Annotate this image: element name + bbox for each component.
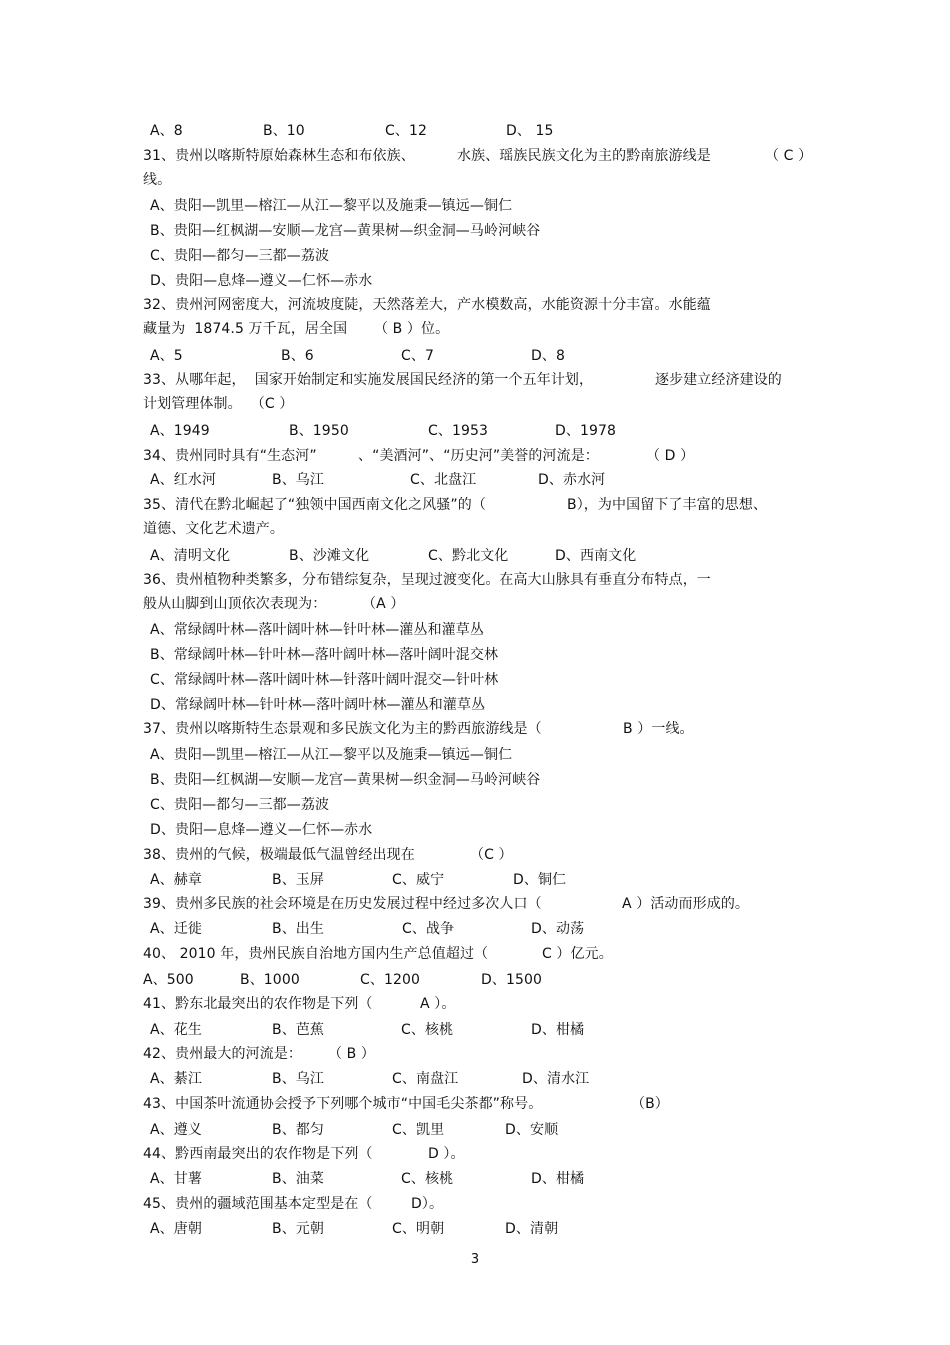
answer-option: A、甘薯 — [150, 1171, 202, 1187]
answer-option: D、赤水河 — [538, 472, 606, 488]
question-text: 逐步建立经济建设的 — [655, 372, 782, 388]
answer-option: D、常绿阔叶林—针叶林—落叶阔叶林—灌丛和灌草丛 — [150, 697, 486, 713]
question-text: （A ） — [362, 596, 405, 612]
answer-option: A、贵阳—凯里—榕江—从江—黎平以及施秉—镇远—铜仁 — [150, 747, 513, 763]
question-text: D）。 — [411, 1196, 444, 1212]
answer-option: A、1949 — [150, 423, 210, 439]
answer-option: A、常绿阔叶林—落叶阔叶林—针叶林—灌丛和灌草丛 — [150, 622, 484, 638]
answer-option: C、12 — [385, 123, 427, 139]
answer-option: A、赫章 — [150, 872, 202, 888]
answer-option: B、出生 — [272, 921, 325, 937]
answer-option: B、乌江 — [272, 1071, 325, 1087]
question-text: A ）活动而形成的。 — [622, 896, 750, 912]
answer-option: D、 15 — [506, 123, 554, 139]
answer-option: D、西南文化 — [555, 548, 637, 564]
question-text: 计划管理体制。 （C ） — [143, 396, 294, 412]
answer-option: C、凯里 — [392, 1122, 445, 1138]
question-text: （ B ）位。 — [374, 321, 450, 337]
answer-option: B、常绿阔叶林—针叶林—落叶阔叶林—落叶阔叶混交林 — [150, 647, 499, 663]
answer-option: C、贵阳—都匀—三都—荔波 — [150, 797, 330, 813]
answer-option: D、贵阳—息烽—遵义—仁怀—赤水 — [150, 273, 373, 289]
answer-option: A、5 — [150, 348, 183, 364]
question-text: A ）。 — [420, 996, 456, 1012]
question-text: 44、黔西南最突出的农作物是下列（ — [143, 1146, 373, 1162]
answer-option: C、贵阳—都匀—三都—荔波 — [150, 248, 330, 264]
answer-option: C、威宁 — [392, 872, 445, 888]
question-text: （ B ） — [328, 1046, 376, 1062]
answer-option: B、芭蕉 — [272, 1022, 325, 1038]
answer-option: A、唐朝 — [150, 1221, 202, 1237]
question-text: 34、贵州同时具有“生态河” — [143, 448, 317, 464]
answer-option: C、1953 — [428, 423, 489, 439]
answer-option: D、安顺 — [505, 1122, 559, 1138]
question-text: 41、黔东北最突出的农作物是下列（ — [143, 996, 373, 1012]
answer-option: B、沙滩文化 — [289, 548, 370, 564]
question-text: B ）一线。 — [623, 721, 694, 737]
answer-option: D、1978 — [555, 423, 617, 439]
answer-option: B、都匀 — [272, 1122, 325, 1138]
answer-option: B、贵阳—红枫湖—安顺—龙宫—黄果树—织金洞—马岭河峡谷 — [150, 223, 541, 239]
answer-option: D、清朝 — [505, 1221, 559, 1237]
answer-option: C、7 — [401, 348, 434, 364]
answer-option: A、花生 — [150, 1022, 202, 1038]
question-text: （B） — [631, 1096, 669, 1112]
question-text: 37、贵州以喀斯特生态景观和多民族文化为主的黔西旅游线是（ — [143, 721, 542, 737]
answer-option: A、遵义 — [150, 1122, 202, 1138]
answer-option: A、500 — [143, 972, 194, 988]
answer-option: B、元朝 — [272, 1221, 325, 1237]
answer-option: B、玉屏 — [272, 872, 325, 888]
answer-option: C、1200 — [360, 972, 421, 988]
answer-option: B、10 — [263, 123, 305, 139]
answer-option: C、明朝 — [392, 1221, 445, 1237]
question-text: B），为中国留下了丰富的思想、 — [567, 497, 768, 513]
answer-option: A、綦江 — [150, 1071, 202, 1087]
answer-option: C、战争 — [402, 921, 455, 937]
question-text: C ）亿元。 — [542, 946, 613, 962]
answer-option: C、黔北文化 — [428, 548, 509, 564]
question-text: 般从山脚到山顶依次表现为： — [143, 596, 327, 612]
answer-option: A、8 — [150, 123, 183, 139]
question-text: 42、贵州最大的河流是： — [143, 1046, 303, 1062]
answer-option: B、贵阳—红枫湖—安顺—龙宫—黄果树—织金洞—马岭河峡谷 — [150, 772, 541, 788]
answer-option: B、油菜 — [272, 1171, 325, 1187]
answer-option: A、红水河 — [150, 472, 217, 488]
question-text: （ D ） — [646, 448, 695, 464]
answer-option: C、南盘江 — [392, 1071, 459, 1087]
question-text: 33、从哪年起， 国家开始制定和实施发展国民经济的第一个五年计划， — [143, 372, 594, 388]
question-text: 31、贵州以喀斯特原始森林生态和布依族、 — [143, 148, 415, 164]
question-text: 43、中国茶叶流通协会授予下列哪个城市“中国毛尖茶都”称号。 — [143, 1096, 543, 1112]
answer-option: D、动荡 — [531, 921, 585, 937]
answer-option: B、乌江 — [272, 472, 325, 488]
answer-option: A、清明文化 — [150, 548, 231, 564]
answer-option: D、贵阳—息烽—遵义—仁怀—赤水 — [150, 822, 373, 838]
answer-option: D、清水江 — [522, 1071, 590, 1087]
question-text: （C ） — [470, 847, 513, 863]
answer-option: C、北盘江 — [410, 472, 477, 488]
answer-option: B、1950 — [289, 423, 349, 439]
question-text: 线。 — [143, 172, 172, 188]
answer-option: D、柑橘 — [531, 1022, 585, 1038]
answer-option: D、1500 — [481, 972, 543, 988]
answer-option: B、6 — [281, 348, 314, 364]
question-text: （ C ） — [765, 148, 813, 164]
page-number: 3 — [470, 1252, 480, 1267]
answer-option: A、迁徙 — [150, 921, 202, 937]
question-text: 36、贵州植物种类繁多，分布错综复杂，呈现过渡变化。在高大山脉具有垂直分布特点，一 — [143, 572, 711, 588]
answer-option: A、贵阳—凯里—榕江—从江—黎平以及施秉—镇远—铜仁 — [150, 198, 513, 214]
question-text: 水族、瑶族民族文化为主的黔南旅游线是 — [457, 148, 711, 164]
question-text: 、“美酒河”、“历史河”美誉的河流是： — [358, 448, 599, 464]
answer-option: D、8 — [531, 348, 565, 364]
question-text: 39、贵州多民族的社会环境是在历史发展过程中经过多次人口（ — [143, 896, 542, 912]
question-text: 38、贵州的气候，极端最低气温曾经出现在 — [143, 847, 415, 863]
answer-option: B、1000 — [240, 972, 300, 988]
question-text: 35、清代在黔北崛起了“独领中国西南文化之风骚”的（ — [143, 497, 486, 513]
answer-option: C、核桃 — [401, 1171, 454, 1187]
answer-option: C、核桃 — [401, 1022, 454, 1038]
question-text: D ）。 — [428, 1146, 465, 1162]
question-text: 道德、文化艺术遗产。 — [143, 521, 284, 537]
answer-option: D、柑橘 — [531, 1171, 585, 1187]
question-text: 40、 2010 年，贵州民族自治地方国内生产总值超过（ — [143, 946, 489, 962]
question-text: 藏量为 1874.5 万千瓦，居全国 — [143, 321, 348, 337]
question-text: 32、贵州河网密度大，河流坡度陡，天然落差大，产水模数高，水能资源十分丰富。水能蕴 — [143, 297, 711, 313]
answer-option: D、铜仁 — [513, 872, 567, 888]
question-text: 45、贵州的疆域范围基本定型是在（ — [143, 1196, 373, 1212]
answer-option: C、常绿阔叶林—落叶阔叶林—针落叶阔叶混交—针叶林 — [150, 672, 499, 688]
